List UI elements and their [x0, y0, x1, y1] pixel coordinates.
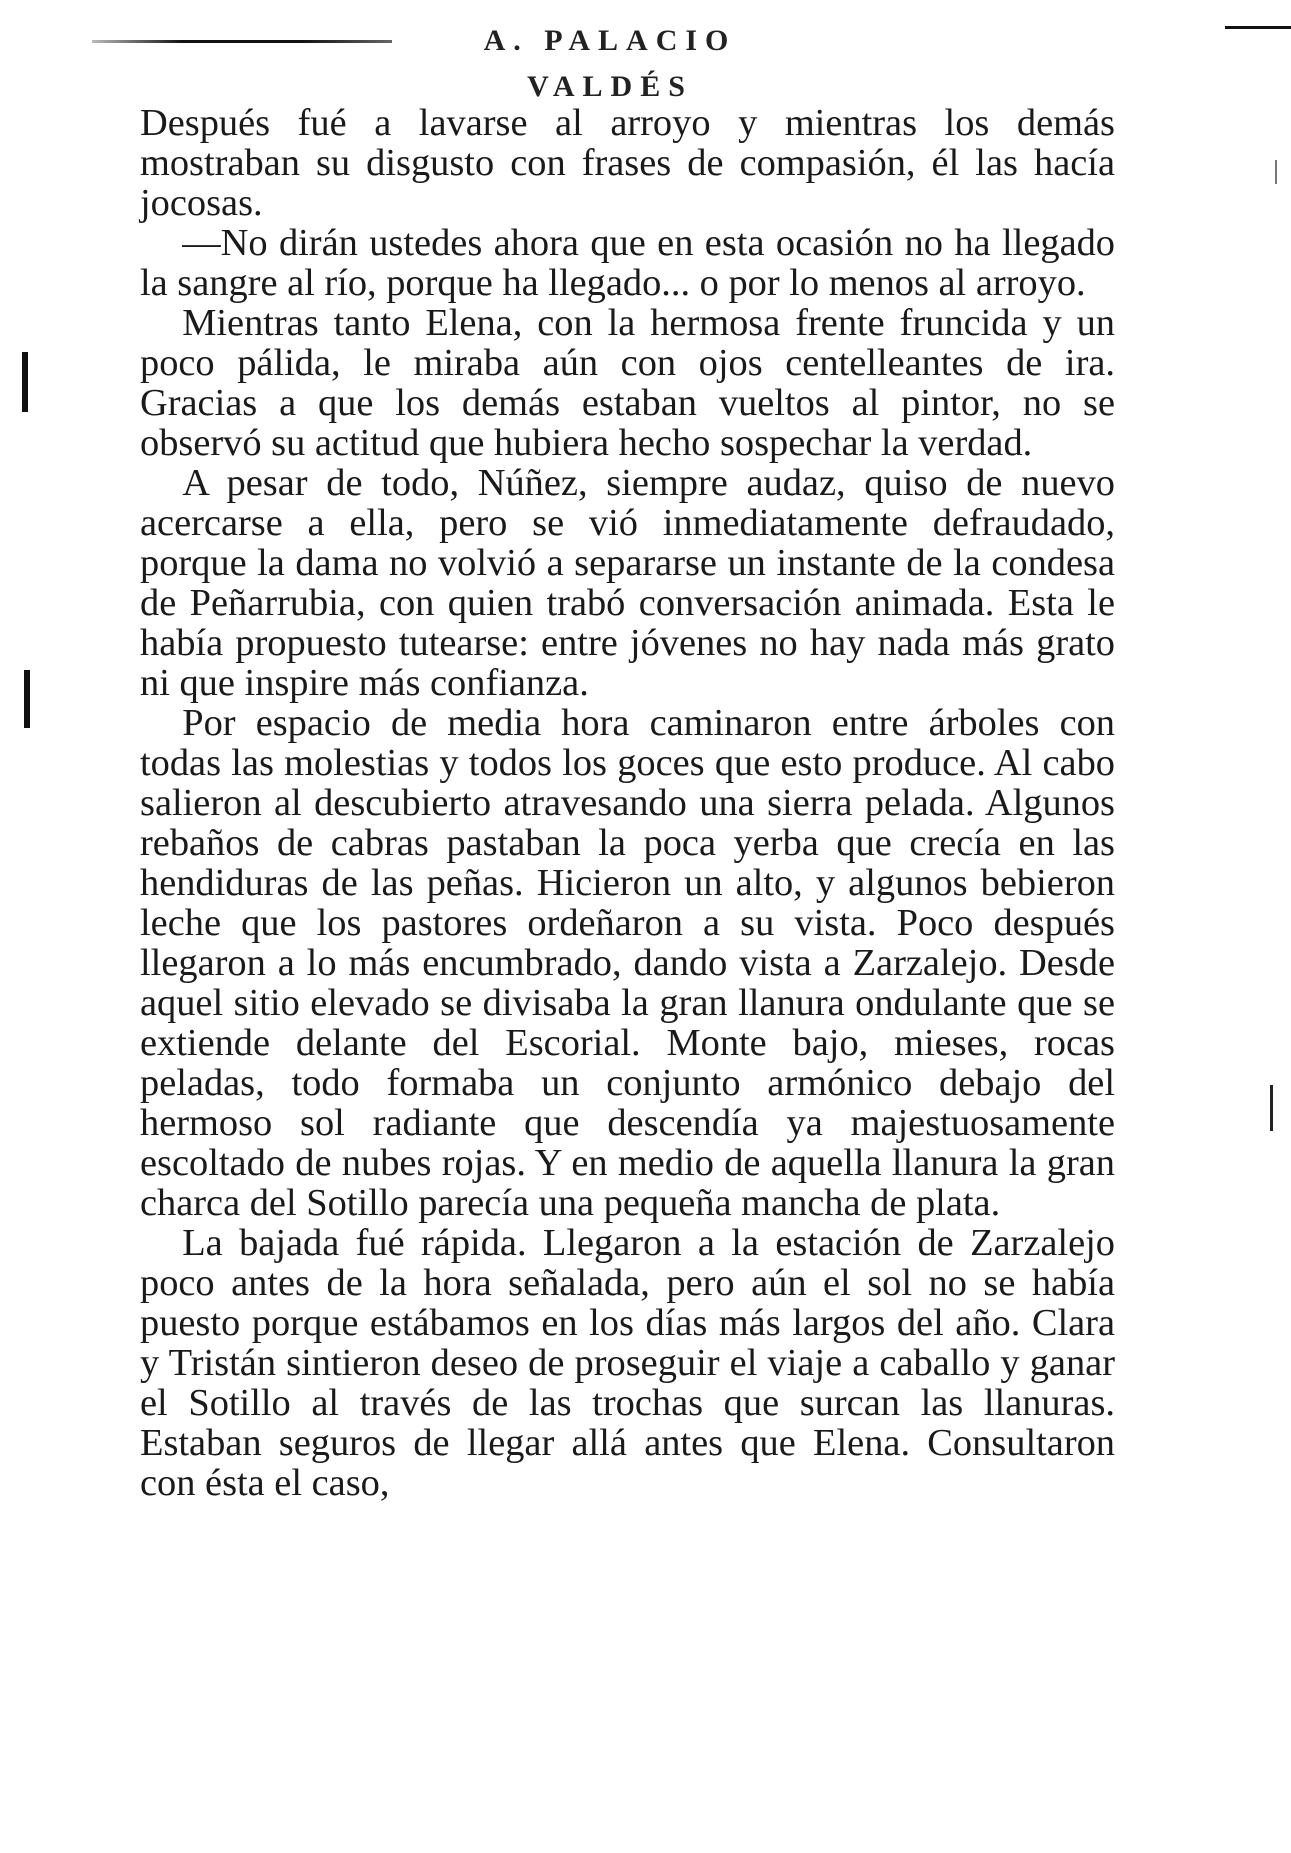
margin-ink-mark [22, 352, 28, 412]
margin-speck [1270, 1085, 1273, 1131]
body-text [140, 103, 1115, 1503]
paragraph: La bajada fué rápida. Llegaron a la estación de Zarzalejo poco antes de la hora señalada, pero aún el sol no se había puesto porque estábamos en los días más largos del año. Clara y Tristán sintieron deseo de proseguir el viaje a caballo y ganar el Sotillo al través de las trochas que surcan las llanuras. Estaban seguros de llegar allá antes que Elena. Consultaron con ésta el caso, [140, 1222, 1115, 1504]
header-rule-right [1225, 26, 1291, 29]
running-head: A. PALACIO VALDÉS [483, 24, 737, 103]
paragraph: Después fué a lavarse al arroyo y mientras los demás mostraban su disgusto con frases de compasión, él las hacía jocosas. [140, 102, 1115, 224]
margin-speck [1275, 160, 1277, 184]
margin-ink-mark [24, 670, 30, 728]
paragraph: —No dirán ustedes ahora que en esta ocasión no ha llegado la sangre al río, porque ha llegado... o por lo menos al arroyo. [140, 222, 1115, 304]
paragraph: Mientras tanto Elena, con la hermosa frente fruncida y un poco pálida, le miraba aún con ojos centelleantes de ira. Gracias a que los demás estaban vueltos al pintor, no se observó su actitud que hubiera hecho sospechar la verdad. [140, 302, 1115, 464]
paragraph: Por espacio de media hora caminaron entre árboles con todas las molestias y todos los goces que esto produce. Al cabo salieron al descubierto atravesando una sierra pelada. Algunos rebaños de cabras pastaban la poca yerba que crecía en las hendiduras de las peñas. Hicieron un alto, y algunos bebieron leche que los pastores ordeñaron a su vista. Poco después llegaron a lo más encumbrado, dando vista a Zarzalejo. Desde aquel sitio elevado se divisaba la gran llanura ondulante que se extiende delante del Escorial. Monte bajo, mieses, rocas peladas, todo formaba un conjunto armónico debajo del hermoso sol radiante que descendía ya majestuosamente escoltado de nubes rojas. Y en medio de aquella llanura la gran charca del Sotillo parecía una pequeña mancha de plata. [140, 702, 1115, 1224]
header-rule-left [92, 40, 392, 43]
paragraph: A pesar de todo, Núñez, siempre audaz, quiso de nuevo acercarse a ella, pero se vió inmediatamente defraudado, porque la dama no volvió a separarse un instante de la condesa de Peñarrubia, con quien trabó conversación animada. Esta le había propuesto tutearse: entre jóvenes no hay nada más grato ni que inspire más confianza. [140, 462, 1115, 704]
